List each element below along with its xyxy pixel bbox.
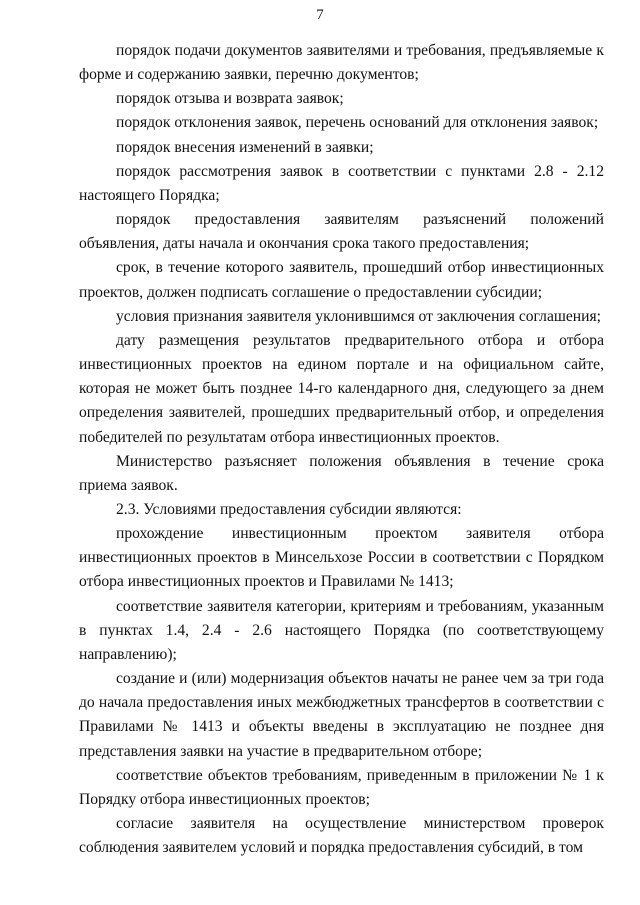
paragraph-15: соответствие объектов требованиям, приведенным в приложении № 1 к Порядку отбора инвестиционных проектов; (79, 766, 604, 808)
paragraph-10: Министерство разъясняет положения объявления в течение срока приема заявок. (79, 452, 604, 494)
paragraph-12: прохождение инвестиционным проектом заявителя отбора инвестиционных проектов в Минсельхозе России в соответствии с Порядком отбора инвестиционных проектов и Правилами № 1413; (79, 525, 604, 591)
paragraph-8: условия признания заявителя уклонившимся от заключения соглашения; (116, 307, 601, 325)
document-body (79, 39, 604, 860)
paragraph-2: порядок отзыва и возврата заявок; (116, 90, 344, 108)
paragraph-3: порядок отклонения заявок, перечень оснований для отклонения заявок; (116, 114, 599, 132)
paragraph-1: порядок подачи документов заявителями и требования, предъявляемые к форме и содержанию заявки, перечню документов; (79, 42, 604, 84)
page-number: 7 (316, 7, 324, 23)
paragraph-14: создание и (или) модернизация объектов начаты не ранее чем за три года до начала предоставления иных межбюджетных трансфертов в соответствии с Правилами № 1413 и объекты введены в эксплуатацию не позднее дня представления заявки на участие в предварительном отборе; (79, 670, 604, 760)
paragraph-6: порядок предоставления заявителям разъяснений положений объявления, даты начала и окончания срока такого предоставления; (79, 211, 604, 253)
paragraph-16: согласие заявителя на осуществление министерством проверок соблюдения заявителем условий и порядка предоставления субсидий, в том (79, 815, 604, 857)
paragraph-13: соответствие заявителя категории, критериям и требованиям, указанным в пунктах 1.4, 2.4 - 2.6 настоящего Порядка (по соответствующему направлению); (79, 597, 604, 663)
paragraph-5: порядок рассмотрения заявок в соответствии с пунктами 2.8 - 2.12 настоящего Порядка; (79, 162, 604, 204)
paragraph-9: дату размещения результатов предварительного отбора и отбора инвестиционных проектов на едином портале и на официальном сайте, которая не может быть позднее 14-го календарного дня, следующего за днем определения заявителей, прошедших предварительный отбор, и определения победителей по результатам отбора инвестиционных проектов. (79, 331, 604, 446)
paragraph-4: порядок внесения изменений в заявки; (116, 138, 374, 156)
section-heading-2-3: 2.3. Условиями предоставления субсидии являются: (116, 500, 462, 518)
paragraph-7: срок, в течение которого заявитель, прошедший отбор инвестиционных проектов, должен подписать соглашение о предоставлении субсидии; (79, 259, 604, 301)
